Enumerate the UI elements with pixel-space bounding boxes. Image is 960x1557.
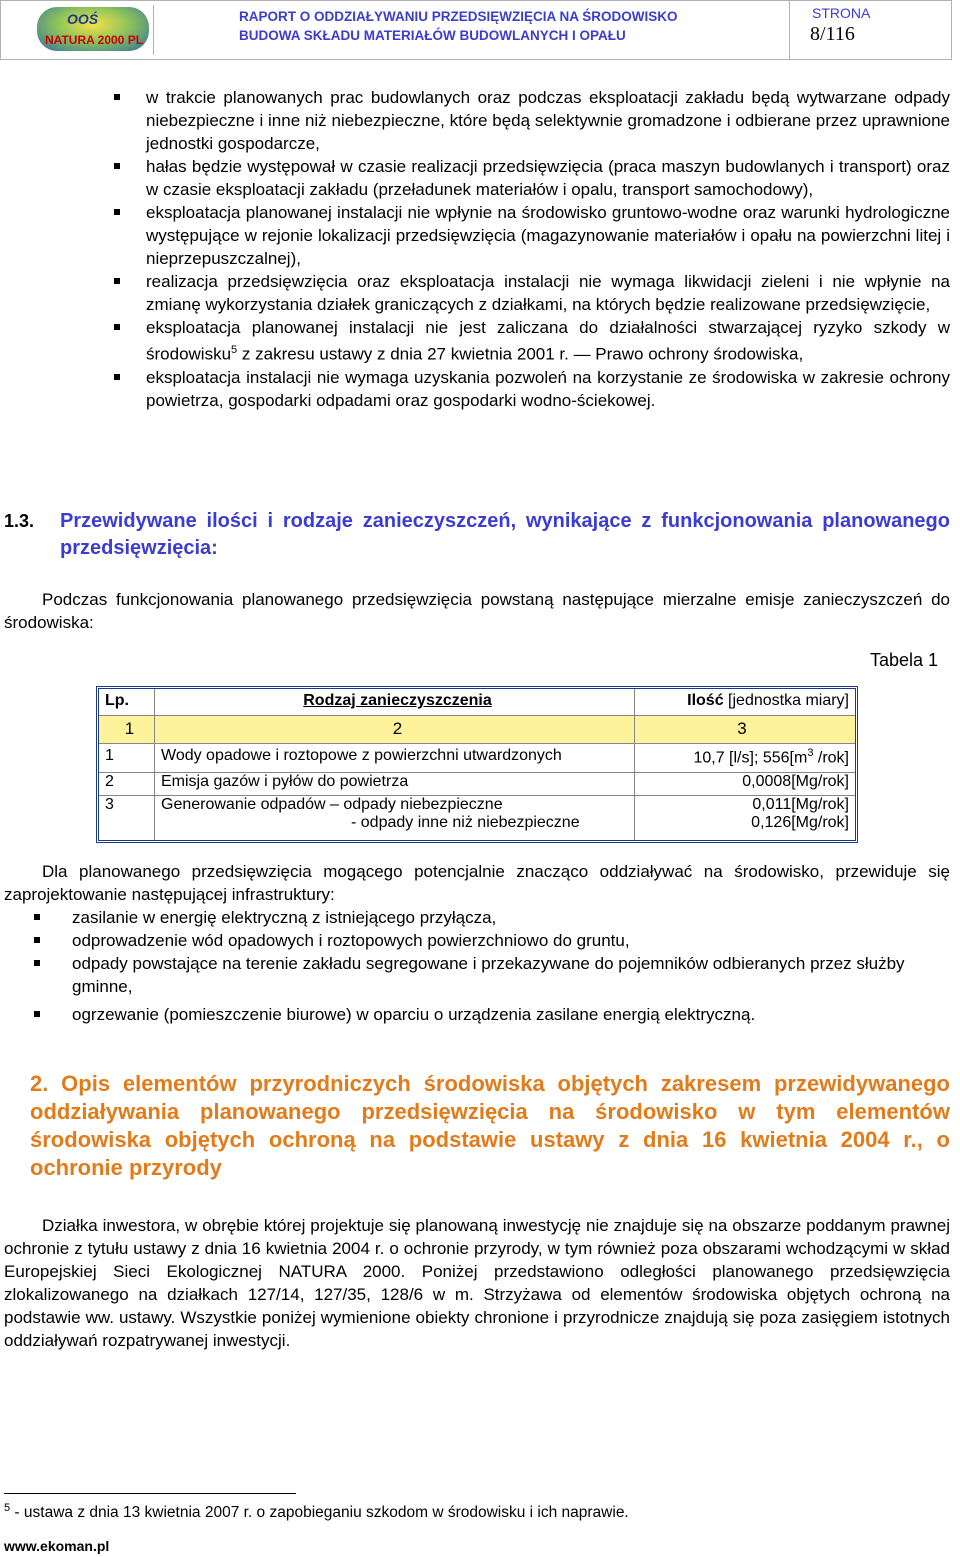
col-header-ilosc: Ilość [jednostka miary] [687,692,849,709]
report-title-line-2: BUDOWA SKŁADU MATERIAŁÓW BUDOWLANYCH I OPAŁU [239,28,626,43]
table-number-row [99,715,855,743]
page-header [0,0,952,60]
table-caption: Tabela 1 [870,650,939,670]
page-number-box [789,1,952,59]
logo-text-natura: NATURA 2000 PL [45,33,144,47]
cell-ilosc: 10,7 [l/s]; $556[m^3$ /rok] [693,747,849,767]
cell-ilosc: 0,011[Mg/rok] 0,126[Mg/rok] [751,796,849,831]
table-header-row [99,689,855,715]
table-row [99,743,855,772]
infra-list [4,906,960,1026]
footnote-divider [4,1493,296,1494]
cell-lp: 2 [99,773,155,795]
list-item: hałas będzie występował w czasie realizacji przedsięwzięcia (praca maszyn budowlanych i transport) oraz w czasie eksploatacji zakładu (przeładunek materiałów i opalu, transport samochodowy), [114,155,950,201]
impact-bullets [114,86,950,412]
infra-paragraph: Dla planowanego przedsięwzięcia mogącego potencjalnie znacząco oddziaływać na środowisko, przewiduje się zaprojektowanie następującej infrastruktury: [4,862,950,904]
col-header-lp: Lp. [99,689,155,715]
list-item: eksploatacja instalacji nie wymaga uzyskania pozwoleń na korzystanie ze środowiska w zakresie ochrony powietrza, gospodarki odpadami oraz gospodarki wodno-ściekowej. [114,366,950,412]
footnote-ref: 5 [231,344,238,356]
list-item: eksploatacja planowanej instalacji nie wpłynie na środowisko gruntowo-wodne oraz warunki hydrologiczne występujące w rejonie lokalizacji przedsięwzięcia (magazynowanie materiałów i opału na powierzchni litej i nieprzepuszczalnej), [114,201,950,270]
section-number: 1.3. [4,511,35,531]
table-row [99,795,855,840]
cell-ilosc: 0,0008[Mg/rok] [742,773,849,790]
section-2-paragraph: Działka inwestora, w obrębie której projektuje się planowaną inwestycję nie znajduje się na obszarze poddanym prawnej ochronie z tytułu ustawy z dnia 16 kwietnia 2004 r. o ochronie przyrody, w tym również poza obszarami wchodzącymi w skład Europejskiej Sieci Ekologicznej NATURA 2000. Poniżej przedstawiono odległości planowanego przedsięwzięcia zlokalizowanego na działkach 127/14, 127/35, 128/6 w m. Strzyżawa od elementów środowiska objętych ochroną na podstawie ww. ustawy. Wszystkie poniżej wymienione obiekty chronione i przyrodnicze znajdują się poza zasięgiem istotnych oddziaływań rozpatrywanej inwestycji. [4,1216,950,1350]
emissions-table [96,686,858,843]
list-item: odpady powstające na terenie zakładu segregowane i przekazywane do pojemników odbieranych przez służby gminne, [4,952,960,998]
list-item: odprowadzenie wód opadowych i roztopowych powierzchniowo do gruntu, [4,929,960,952]
report-title-line-1: RAPORT O ODDZIAŁYWANIU PRZEDSIĘWZIĘCIA NA ŚRODOWISKO [239,9,678,24]
cell-rodzaj: Wody opadowe i roztopowe z powierzchni utwardzonych [155,744,635,772]
report-title [239,7,779,45]
list-item: ogrzewanie (pomieszczenie biurowe) w oparciu o urządzenia zasilane energią elektryczną. [4,1003,960,1026]
strona-label: STRONA [812,5,871,21]
logo [5,5,154,55]
page-number: 8/116 [810,23,855,45]
cell-lp: 3 [99,796,155,840]
cell-lp: 1 [99,744,155,772]
section-title: Przewidywane ilości i rodzaje zanieczyszczeń, wynikające z funkcjonowania planowanego przedsięwzięcia: [60,510,950,559]
list-item: zasilanie w energię elektryczną z istniejącego przyłącza, [4,906,960,929]
table-row [99,772,855,795]
cell-rodzaj: Generowanie odpadów – odpady niebezpieczne - odpady inne niż niebezpieczne [155,796,635,840]
footer-url[interactable]: www.ekoman.pl [4,1538,110,1554]
logo-text-oos: OOŚ [67,11,99,27]
footnote: $^5$ - ustawa z dnia 13 kwietnia 2007 r. o zapobieganiu szkodom w środowisku i ich naprawie. [4,1502,629,1522]
list-item: realizacja przedsięwzięcia oraz eksploatacja instalacji nie wymaga likwidacji zieleni i nie wpłynie na zmianę wykorzystania działek graniczących z działkami, na których będzie realizowane przedsięwzięcie, [114,270,950,316]
col-number: 2 [155,716,635,743]
section-heading-1-3 [4,508,950,562]
list-item: eksploatacja planowanej instalacji nie jest zaliczana do działalności stwarzającej ryzyko szkody w środowisku$^5$ z zakresu ustawy z dnia 27 kwietnia 2001 r. — Prawo ochrony środowiska, [114,316,950,366]
cell-rodzaj: Emisja gazów i pyłów do powietrza [155,773,635,795]
section-heading-2: 2. Opis elementów przyrodniczych środowiska objętych zakresem przewidywanego oddziaływania planowanego przedsięwzięcia na środowisko w tym elementów środowiska objętych ochroną na podstawie ustawy z dnia 16 kwietnia 2004 r., o ochronie przyrody [30,1071,950,1180]
intro-paragraph: Podczas funkcjonowania planowanego przedsięwzięcia powstaną następujące mierzalne emisje zanieczyszczeń do środowiska: [4,590,950,632]
list-item: w trakcie planowanych prac budowlanych oraz podczas eksploatacji zakładu będą wytwarzane odpady niebezpieczne i inne niż niebezpieczne, które będą selektywnie gromadzone i odbierane przez uprawnione jednostki gospodarcze, [114,86,950,155]
col-number: 1 [99,716,155,743]
col-header-rodzaj: Rodzaj zanieczyszczenia [155,689,635,715]
col-number: 3 [737,719,747,738]
